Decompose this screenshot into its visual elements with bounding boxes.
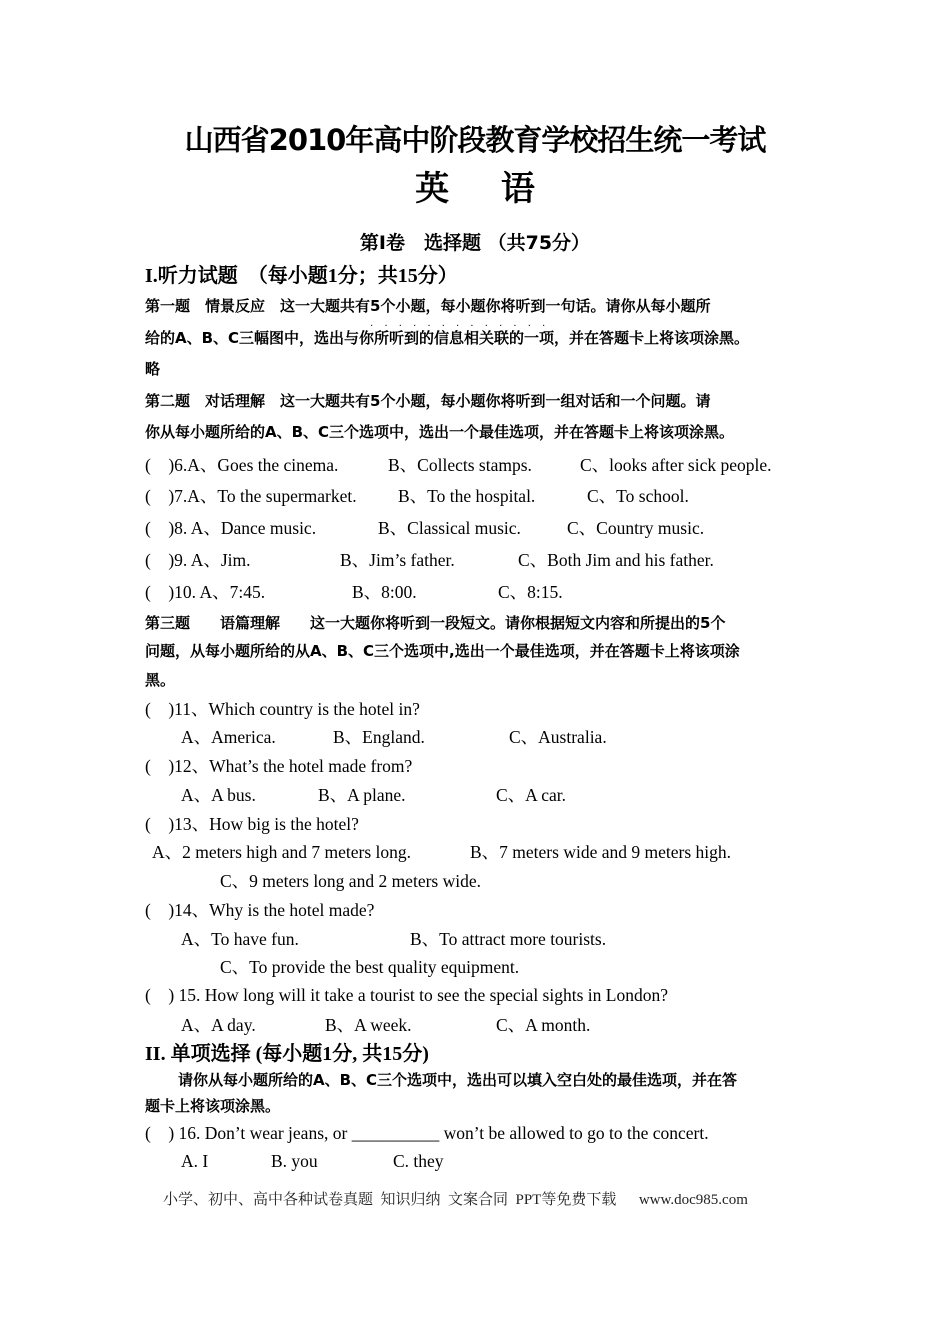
- option-b: B、7 meters wide and 9 meters high.: [470, 842, 731, 862]
- option-b: B、Jim’s father.: [340, 550, 455, 570]
- section-heading: II. 单项选择 (每小题1分, 共15分): [145, 1043, 429, 1065]
- instruction: 略: [145, 360, 161, 378]
- instruction: 第二题 对话理解 这一大题共有5个小题，每小题你将听到一组对话和一个问题。请: [145, 392, 711, 410]
- instruction: 黑。: [145, 671, 176, 689]
- instruction: 第一题 情景反应 这一大题共有5个小题，每小题你将听到一句话。请你从每小题所: [145, 297, 711, 315]
- option-a: A、To have fun.: [181, 929, 299, 949]
- instruction: 第三题 语篇理解 这一大题你将听到一段短文。请你根据短文内容和所提出的5个: [145, 614, 726, 632]
- instruction: 题卡上将该项涂黑。: [145, 1097, 281, 1115]
- instruction: 请你从每小题所给的A、B、C三个选项中，选出可以填入空白处的最佳选项，并在答: [178, 1071, 738, 1089]
- option-b: B、To the hospital.: [398, 486, 536, 506]
- section-heading: I.听力试题 （每小题1分；共15分）: [145, 265, 458, 287]
- option-c: C、9 meters long and 2 meters wide.: [220, 871, 481, 891]
- option-a: A、2 meters high and 7 meters long.: [152, 842, 412, 862]
- option-a: A、A bus.: [181, 785, 256, 805]
- question-stem: ( )7.A、To the supermarket.: [145, 486, 357, 506]
- option-a: A、A day.: [181, 1015, 256, 1035]
- instruction: 你从每小题所给的A、B、C三个选项中，选出一个最佳选项，并在答题卡上将该项涂黑。: [145, 423, 735, 441]
- exam-title: 山西省2010年高中阶段教育学校招生统一考试: [184, 123, 766, 157]
- question-stem: ( )6.A、Goes the cinema.: [145, 455, 339, 475]
- option-b: B、Collects stamps.: [388, 455, 532, 475]
- footer-watermark: 小学、初中、高中各种试卷真题 知识归纳 文案合同 PPT等免费下载 www.doc985.com: [163, 1192, 748, 1208]
- option-b: B、England.: [333, 727, 425, 747]
- option-c: C、A car.: [496, 785, 566, 805]
- option-c: C. they: [393, 1151, 444, 1171]
- option-b: B、To attract more tourists.: [410, 929, 607, 949]
- option-c: C、A month.: [496, 1015, 591, 1035]
- option-c: C、Country music.: [567, 518, 705, 538]
- question-stem: ( )12、What’s the hotel made from?: [145, 756, 413, 776]
- option-c: C、looks after sick people.: [580, 455, 772, 475]
- option-c: C、To provide the best quality equipment.: [220, 957, 520, 977]
- question-stem: ( )13、How big is the hotel?: [145, 814, 359, 834]
- emphasis-dots: ·············: [370, 321, 557, 332]
- question-stem: ( )8. A、Dance music.: [145, 518, 317, 538]
- option-c: C、To school.: [587, 486, 689, 506]
- instruction: 问题，从每小题所给的从A、B、C三个选项中,选出一个最佳选项，并在答题卡上将该项涂: [145, 642, 740, 660]
- option-b: B、8:00.: [352, 582, 417, 602]
- option-b: B、A plane.: [318, 785, 406, 805]
- option-a: A. I: [181, 1151, 209, 1171]
- question-stem: ( )9. A、Jim.: [145, 550, 251, 570]
- question-stem: ( )14、Why is the hotel made?: [145, 900, 375, 920]
- option-b: B、Classical music.: [378, 518, 521, 538]
- option-c: C、Both Jim and his father.: [518, 550, 714, 570]
- question-stem: ( )11、Which country is the hotel in?: [145, 699, 420, 719]
- option-c: C、Australia.: [509, 727, 607, 747]
- option-b: B、A week.: [325, 1015, 412, 1035]
- question-stem: ( ) 15. How long will it take a tourist to see the special sights in London?: [145, 985, 668, 1005]
- option-b: B. you: [271, 1151, 318, 1171]
- subject-title: 英 语: [415, 169, 535, 209]
- option-a: A、America.: [181, 727, 276, 747]
- option-c: C、8:15.: [498, 582, 563, 602]
- part-title: 第Ⅰ卷 选择题 （共75分）: [359, 232, 591, 254]
- question-stem: ( ) 16. Don’t wear jeans, or __________ won’t be allowed to go to the concert.: [145, 1123, 709, 1143]
- instruction: 给的A、B、C三幅图中，选出与你所听到的信息相关联的一项，并在答题卡上将该项涂黑。: [145, 329, 750, 347]
- question-stem: ( )10. A、7:45.: [145, 582, 266, 602]
